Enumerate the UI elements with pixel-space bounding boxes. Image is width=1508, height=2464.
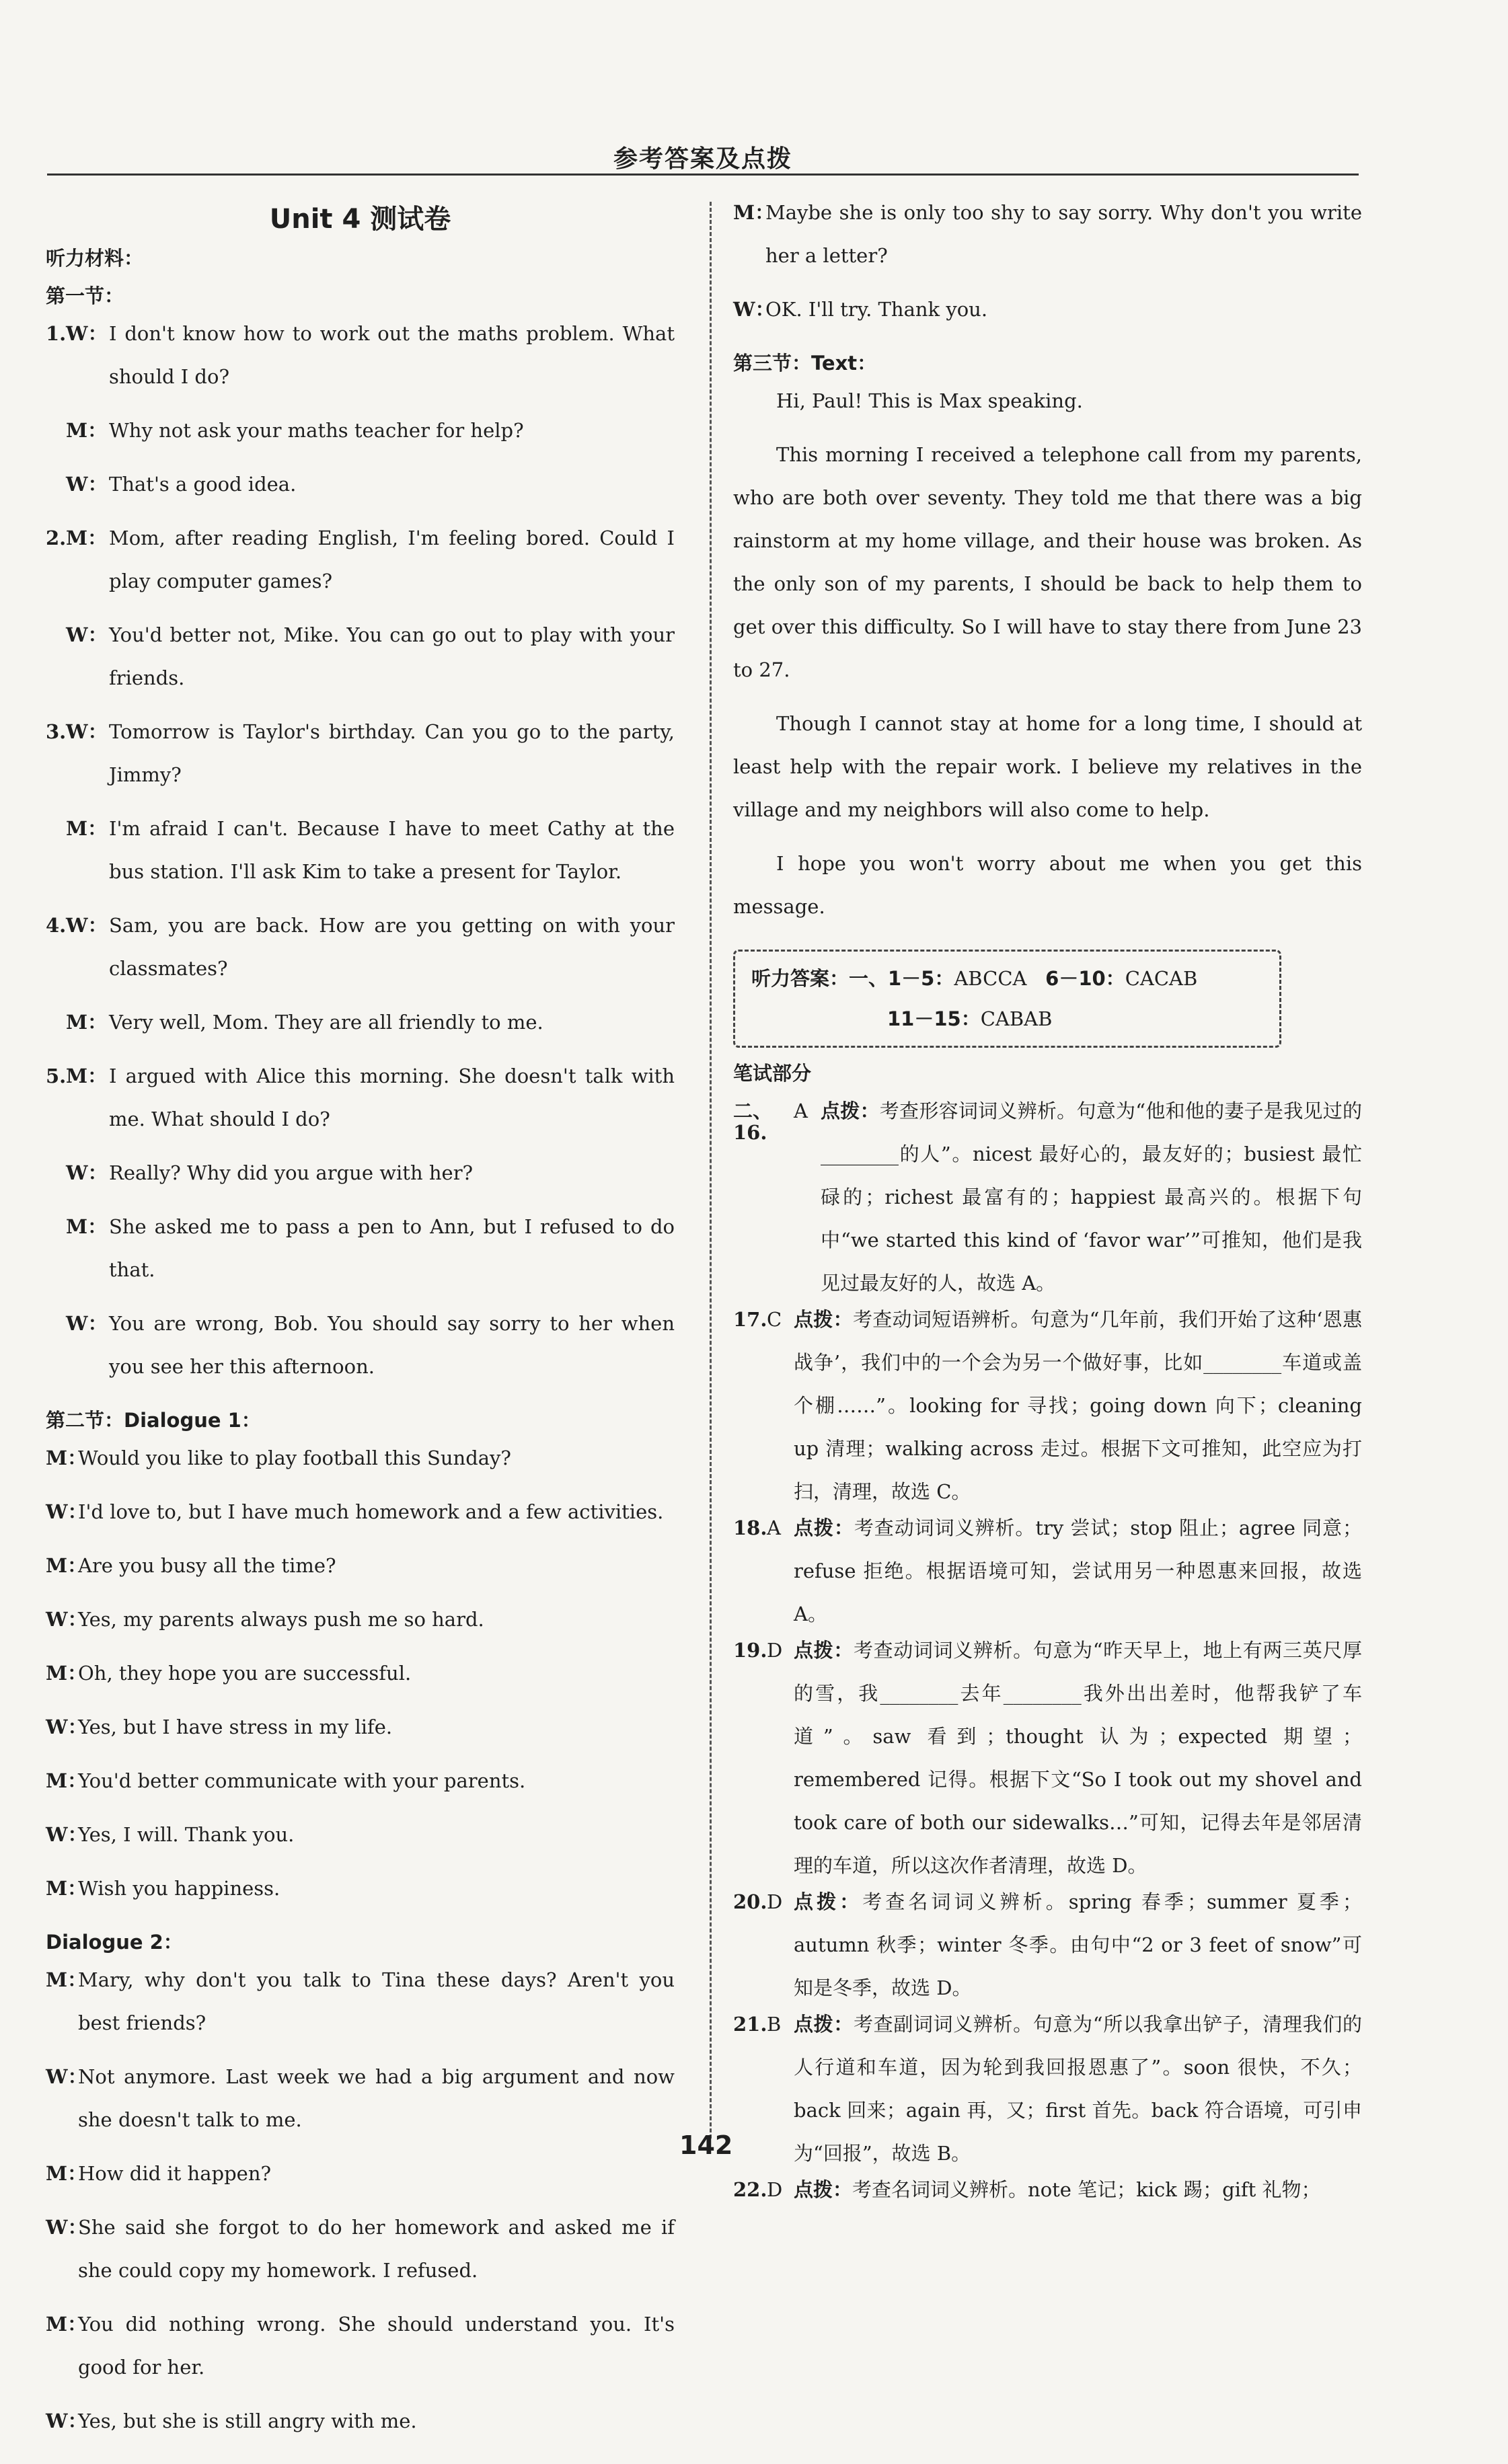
dialogue-line [46,1216,675,1291]
dialogue2-heading: Dialogue 2： [46,1931,183,1954]
unit-title: Unit 4 测试卷 [269,204,451,235]
line-text: Tomorrow is Taylor's birthday. Can you go to the party, Jimmy? [109,720,675,786]
dialogue-line [733,299,1362,331]
left-column [46,202,675,2464]
line-text: Very well, Mom. They are all friendly to me. [109,1011,543,1034]
question-explanation: 点拨：考查动词短语辨析。句意为“几年前，我们开始了这种‘恩惠战争’，我们中的一个会为另一个做好事，比如________车道或盖个棚……”。looking for 寻找；going down 向下；cleaning up 清理；walking across 走过。根据下文可推知，此空应为打扫，清理，故选 C。 [794,1308,1362,1503]
line-text: Yes, I will. Thank you. [78,1823,295,1846]
line-text: I'd love to, but I have much homework and a few activities. [78,1500,664,1523]
line-text: Yes, but I have stress in my life. [78,1716,393,1738]
dialogue-line [46,1065,675,1141]
question-answer: C [767,1308,782,1331]
explanation-label: 点拨： [794,1308,853,1331]
line-text: Mom, after reading English, I'm feeling bored. Could I play computer games? [109,527,675,592]
right-column [733,202,1362,2215]
dialogue-line [46,1447,675,1479]
question-item [733,1100,1362,1305]
question-answer: B [767,2013,782,2036]
line-text: Maybe she is only too shy to say sorry. Why don't you write her a letter? [765,201,1362,267]
speaker-label: M： [46,1968,87,1991]
dialogue-line [46,1969,675,2044]
dialogue-line [46,2410,675,2442]
question-answer: D [767,1890,783,1913]
line-text: Mary, why don't you talk to Tina these days? Aren't you best friends? [78,1968,675,2034]
question-number: 17. [733,1308,767,1331]
speaker-label: W： [66,1161,108,1184]
speaker-label: W： [66,914,108,937]
question-explanation: 点拨：考查动词词义辨析。try 尝试；stop 阻止；agree 同意；refuse 拒绝。根据语境可知，尝试用另一种恩惠来回报，故选 A。 [794,1516,1362,1625]
question-list [733,1100,1362,2211]
answer-11-15: CABAB [980,1007,1053,1030]
answer-11-15-label: 11－15： [887,1007,981,1030]
speaker-label: W： [66,322,108,345]
line-text: That's a good idea. [109,473,297,496]
explanation-label: 点拨： [794,2013,854,2036]
column-divider [710,202,712,2139]
listening-answer-box [733,950,1281,1048]
answer-label: 听力答案：一、1－5： [751,967,954,990]
speaker-label: W： [46,2216,87,2239]
dialogue-line [46,527,675,603]
dialogue-line [46,2217,675,2292]
dialogue-line [46,1162,675,1194]
speaker-label: M： [66,1065,108,1087]
text-passage [733,379,1362,928]
dialogue-line [46,420,675,452]
question-number: 18. [733,1516,767,1539]
speaker-label: M： [66,1011,108,1034]
speaker-label: W： [46,2410,87,2432]
explanation-label: 点拨： [794,1516,854,1539]
dialogue2-continued [733,202,1362,331]
speaker-label: W： [46,2065,87,2088]
line-text: OK. I'll try. Thank you. [765,298,988,321]
line-text: I don't know how to work out the maths problem. What should I do? [109,322,675,388]
speaker-label: W： [46,1823,87,1846]
line-text: You did nothing wrong. She should understand you. It's good for her. [78,2313,675,2379]
line-text: Sam, you are back. How are you getting on with your classmates? [109,914,675,980]
question-number: 19. [733,1639,767,1662]
speaker-label: W： [66,1312,108,1335]
speaker-label: M： [46,1554,87,1577]
dialogue-line [46,818,675,893]
question-number: 21. [733,2013,767,2036]
speaker-label: W： [46,1608,87,1631]
speaker-label: W： [66,720,108,743]
line-text: She said she forgot to do her homework and asked me if she could copy my homework. I refused. [78,2216,675,2282]
explanation-label: 点拨： [794,1639,854,1662]
dialogue-line [46,1609,675,1641]
question-answer: A [794,1100,808,1122]
question-item [733,2013,1362,2175]
line-text: How did it happen? [78,2162,272,2185]
speaker-label: W： [46,1716,87,1738]
question-explanation: 点拨：考查副词词义辨析。句意为“所以我拿出铲子，清理我们的人行道和车道，因为轮到我回报恩惠了”。soon 很快，不久；back 回来；again 再，又；first 首先。back 符合语境，可引申为“回报”，故选 B。 [794,2013,1362,2165]
speaker-label: W： [66,623,108,646]
section3-heading: 第三节：Text： [733,352,877,375]
item-number: 3. [46,720,67,743]
item-number: 1. [46,322,67,345]
dialogue-line [733,202,1362,277]
item-number: 2. [46,527,67,549]
header-rule [47,174,1359,176]
dialogue-line [46,2066,675,2141]
speaker-label: M： [733,201,775,224]
section1-heading: 第一节： [46,284,124,307]
question-number: 20. [733,1890,767,1913]
line-text: Are you busy all the time? [78,1554,336,1577]
speaker-label: M： [46,2162,87,2185]
dialogue-line [46,1313,675,1388]
dialogue-line [46,915,675,990]
answer-1-5: ABCCA [954,967,1027,990]
speaker-label: M： [46,1662,87,1685]
question-item [733,2179,1362,2211]
dialogue-line [46,1662,675,1695]
header-title: 参考答案及点拨 [613,145,792,173]
line-text: Really? Why did you argue with her? [109,1161,474,1184]
dialogue-line [46,473,675,506]
question-number: 二、16. [733,1100,773,1144]
section2-heading: 第二节：Dialogue 1： [46,1409,261,1432]
text-paragraph: This morning I received a telephone call from my parents, who are both over seventy. They told me that there was a big rainstorm at my home village, and their house was broken. As the only son of my parents, I should be back to help them to get over this difficulty. So I will have to stay there from June 23 to 27. [733,443,1362,681]
line-text: You'd better not, Mike. You can go out to play with your friends. [109,623,675,689]
speaker-label: M： [66,1215,108,1238]
speaker-label: M： [66,817,108,840]
dialogue-line [46,1555,675,1587]
dialogue-line [46,2313,675,2389]
line-text: Would you like to play football this Sunday? [78,1447,511,1469]
dialogue-line [46,624,675,699]
speaker-label: M： [46,1447,87,1469]
text-paragraph: Though I cannot stay at home for a long time, I should at least help with the repair work. I believe my relatives in the village and my neighbors will also come to help. [733,712,1362,821]
question-answer: A [767,1516,781,1539]
line-text: She asked me to pass a pen to Ann, but I refused to do that. [109,1215,675,1281]
answer-6-10: CACAB [1125,967,1198,990]
line-text: Wish you happiness. [78,1877,280,1900]
dialogue-line [46,323,675,398]
speaker-label: M： [46,1769,87,1792]
text-paragraph: Hi, Paul! This is Max speaking. [776,389,1083,412]
line-text: Not anymore. Last week we had a big argument and now she doesn't talk to me. [78,2065,675,2131]
dialogue-line [46,1824,675,1856]
dialogue-line [46,721,675,796]
page-number: 142 [679,2130,733,2160]
item-number: 4. [46,914,67,937]
explanation-label: 点拨： [794,2178,853,2201]
question-item [733,1640,1362,1887]
line-text: Why not ask your maths teacher for help? [109,419,524,442]
dialogue-line [46,1501,675,1533]
line-text: Oh, they hope you are successful. [78,1662,412,1685]
question-item [733,1517,1362,1635]
line-text: Yes, but she is still angry with me. [78,2410,417,2432]
speaker-label: W： [66,473,108,496]
explanation-label: 点拨： [821,1100,880,1122]
question-answer: D [767,1639,783,1662]
line-text: You are wrong, Bob. You should say sorry to her when you see her this afternoon. [109,1312,675,1378]
speaker-label: M： [66,527,108,549]
question-number: 22. [733,2178,767,2201]
speaker-label: M： [46,1877,87,1900]
dialogue-line [46,1011,675,1044]
question-item [733,1891,1362,2009]
written-heading: 笔试部分 [733,1062,812,1085]
line-text: You'd better communicate with your parents. [78,1769,526,1792]
speaker-label: M： [46,2313,87,2336]
line-text: I argued with Alice this morning. She doesn't talk with me. What should I do? [109,1065,675,1130]
question-explanation: 点拨：考查名词词义辨析。note 笔记；kick 踢；gift 礼物； [794,2178,1321,2201]
text-paragraph: I hope you won't worry about me when you get this message. [733,852,1362,918]
dialogue-line [46,2163,675,2195]
section1-list [46,323,675,1388]
dialogue1-list [46,1447,675,1910]
item-number: 5. [46,1065,67,1087]
listening-heading: 听力材料： [46,247,144,270]
answer-6-10-label: 6－10： [1045,967,1125,990]
speaker-label: W： [46,1500,87,1523]
line-text: I'm afraid I can't. Because I have to meet Cathy at the bus station. I'll ask Kim to take a present for Taylor. [109,817,675,883]
dialogue-line [46,1716,675,1748]
speaker-label: W： [733,298,775,321]
explanation-label: 点拨： [794,1890,863,1913]
question-explanation: 点拨：考查动词词义辨析。句意为“昨天早上，地上有两三英尺厚的雪，我________去年________我外出出差时，他帮我铲了车道”。saw 看到；thought 认为；expected 期望；remembered 记得。根据下文“So I took out my shovel and took care of both our sidewalks…”可知，记得去年是邻居清理的车道，所以这次作者清理，故选 D。 [794,1639,1363,1877]
page-header [47,134,1359,175]
speaker-label: M： [66,419,108,442]
line-text: Yes, my parents always push me so hard. [78,1608,484,1631]
dialogue-line [46,1878,675,1910]
question-explanation: 点拨：考查形容词词义辨析。句意为“他和他的妻子是我见过的________的人”。nicest 最好心的，最友好的；busiest 最忙碌的；richest 最富有的；happiest 最高兴的。根据下句中“we started this kind of ‘favor war’”可推知，他们是我见过最友好的人，故选 A。 [821,1100,1362,1295]
question-item [733,1309,1362,1513]
question-answer: D [767,2178,783,2201]
dialogue2-list [46,1969,675,2442]
dialogue-line [46,1770,675,1802]
question-explanation: 点拨：考查名词词义辨析。spring 春季；summer 夏季；autumn 秋季；winter 冬季。由句中“2 or 3 feet of snow”可知是冬季，故选 D。 [794,1890,1362,1999]
